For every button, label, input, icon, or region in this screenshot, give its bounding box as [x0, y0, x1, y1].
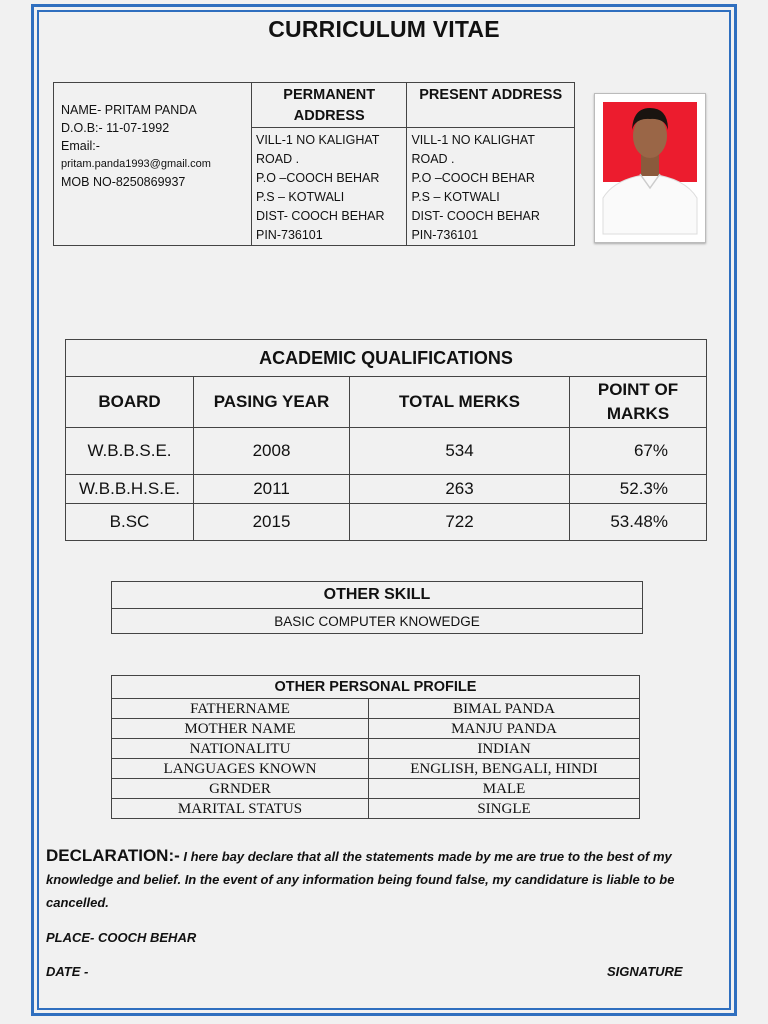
address-line: P.S – KOTWALI [411, 190, 500, 204]
point-header-line: MARKS [606, 404, 670, 423]
table-row [112, 759, 640, 779]
personal-info-cell [54, 83, 252, 246]
table-row [112, 779, 640, 799]
point-cell: 53.48% [570, 504, 707, 541]
table-row [112, 719, 640, 739]
address-line: PIN-736101 [411, 228, 479, 242]
col-header-board: BOARD [66, 377, 194, 428]
signature-label: SIGNATURE [607, 964, 683, 979]
board-cell: B.SC [66, 504, 194, 541]
year-cell: 2008 [194, 428, 350, 475]
address-line: P.O –COOCH BEHAR [411, 171, 535, 185]
address-line: P.O –COOCH BEHAR [256, 171, 380, 185]
place-text: PLACE- COOCH BEHAR [46, 930, 197, 945]
total-cell: 263 [350, 475, 570, 504]
email-label: Email:- [61, 139, 100, 153]
profile-value: ENGLISH, BENGALI, HINDI [369, 759, 640, 779]
point-cell: 67% [570, 428, 707, 475]
profile-key: GRNDER [112, 779, 369, 799]
address-line: VILL-1 NO KALIGHAT [411, 133, 535, 147]
address-table [53, 82, 575, 246]
address-line: VILL-1 NO KALIGHAT [256, 133, 380, 147]
profile-photo-image [595, 94, 705, 242]
table-row [66, 428, 707, 475]
profile-value: MANJU PANDA [369, 719, 640, 739]
skill-caption: OTHER SKILL [112, 582, 643, 609]
dob-text: D.O.B:- 11-07-1992 [61, 121, 170, 135]
profile-value: INDIAN [369, 739, 640, 759]
profile-photo [594, 93, 706, 243]
address-line: ROAD . [256, 152, 300, 166]
present-address-cell [407, 128, 575, 246]
permanent-header-line: PERMANENT [283, 87, 376, 103]
academic-caption: ACADEMIC QUALIFICATIONS [66, 340, 707, 377]
profile-key: NATIONALITU [112, 739, 369, 759]
permanent-header-line: ADDRESS [293, 108, 365, 124]
table-row [112, 739, 640, 759]
board-cell: W.B.B.S.E. [66, 428, 194, 475]
profile-key: MOTHER NAME [112, 719, 369, 739]
address-line: ROAD . [411, 152, 455, 166]
present-address-header: PRESENT ADDRESS [407, 83, 575, 128]
total-cell: 722 [350, 504, 570, 541]
address-line: DIST- COOCH BEHAR [256, 209, 385, 223]
declaration-text: I here bay declare that all the statements made by me are true to the best of my knowledge and belief. In the event of any information being found false, my candidature is liable to be cancelled. [46, 849, 675, 910]
year-cell: 2015 [194, 504, 350, 541]
declaration [46, 844, 726, 914]
point-header-line: POINT OF [597, 380, 679, 399]
name-text: NAME- PRITAM PANDA [61, 103, 197, 117]
col-header-point [570, 377, 707, 428]
col-header-year: PASING YEAR [194, 377, 350, 428]
table-row [66, 504, 707, 541]
table-row [112, 699, 640, 719]
mobile-text: MOB NO-8250869937 [61, 175, 186, 189]
col-header-total: TOTAL MERKS [350, 377, 570, 428]
address-line: P.S – KOTWALI [256, 190, 345, 204]
address-line: PIN-736101 [256, 228, 323, 242]
date-text: DATE - [46, 964, 89, 979]
total-cell: 534 [350, 428, 570, 475]
board-cell: W.B.B.H.S.E. [66, 475, 194, 504]
permanent-address-header [252, 83, 407, 128]
profile-value: MALE [369, 779, 640, 799]
address-line: DIST- COOCH BEHAR [411, 209, 540, 223]
academic-table [65, 339, 707, 541]
profile-value: BIMAL PANDA [369, 699, 640, 719]
year-cell: 2011 [194, 475, 350, 504]
profile-key: FATHERNAME [112, 699, 369, 719]
other-skill-table [111, 581, 643, 634]
point-cell: 52.3% [570, 475, 707, 504]
declaration-label: DECLARATION:- [46, 846, 180, 865]
page-title: CURRICULUM VITAE [268, 16, 500, 42]
email-text: pritam.panda1993@gmail.com [61, 158, 211, 170]
personal-profile-table [111, 675, 640, 819]
profile-value: SINGLE [369, 799, 640, 819]
profile-key: LANGUAGES KNOWN [112, 759, 369, 779]
table-row [66, 475, 707, 504]
table-row [112, 799, 640, 819]
profile-key: MARITAL STATUS [112, 799, 369, 819]
skill-value: BASIC COMPUTER KNOWEDGE [112, 609, 643, 634]
profile-caption: OTHER PERSONAL PROFILE [112, 676, 640, 699]
permanent-address-cell [252, 128, 407, 246]
